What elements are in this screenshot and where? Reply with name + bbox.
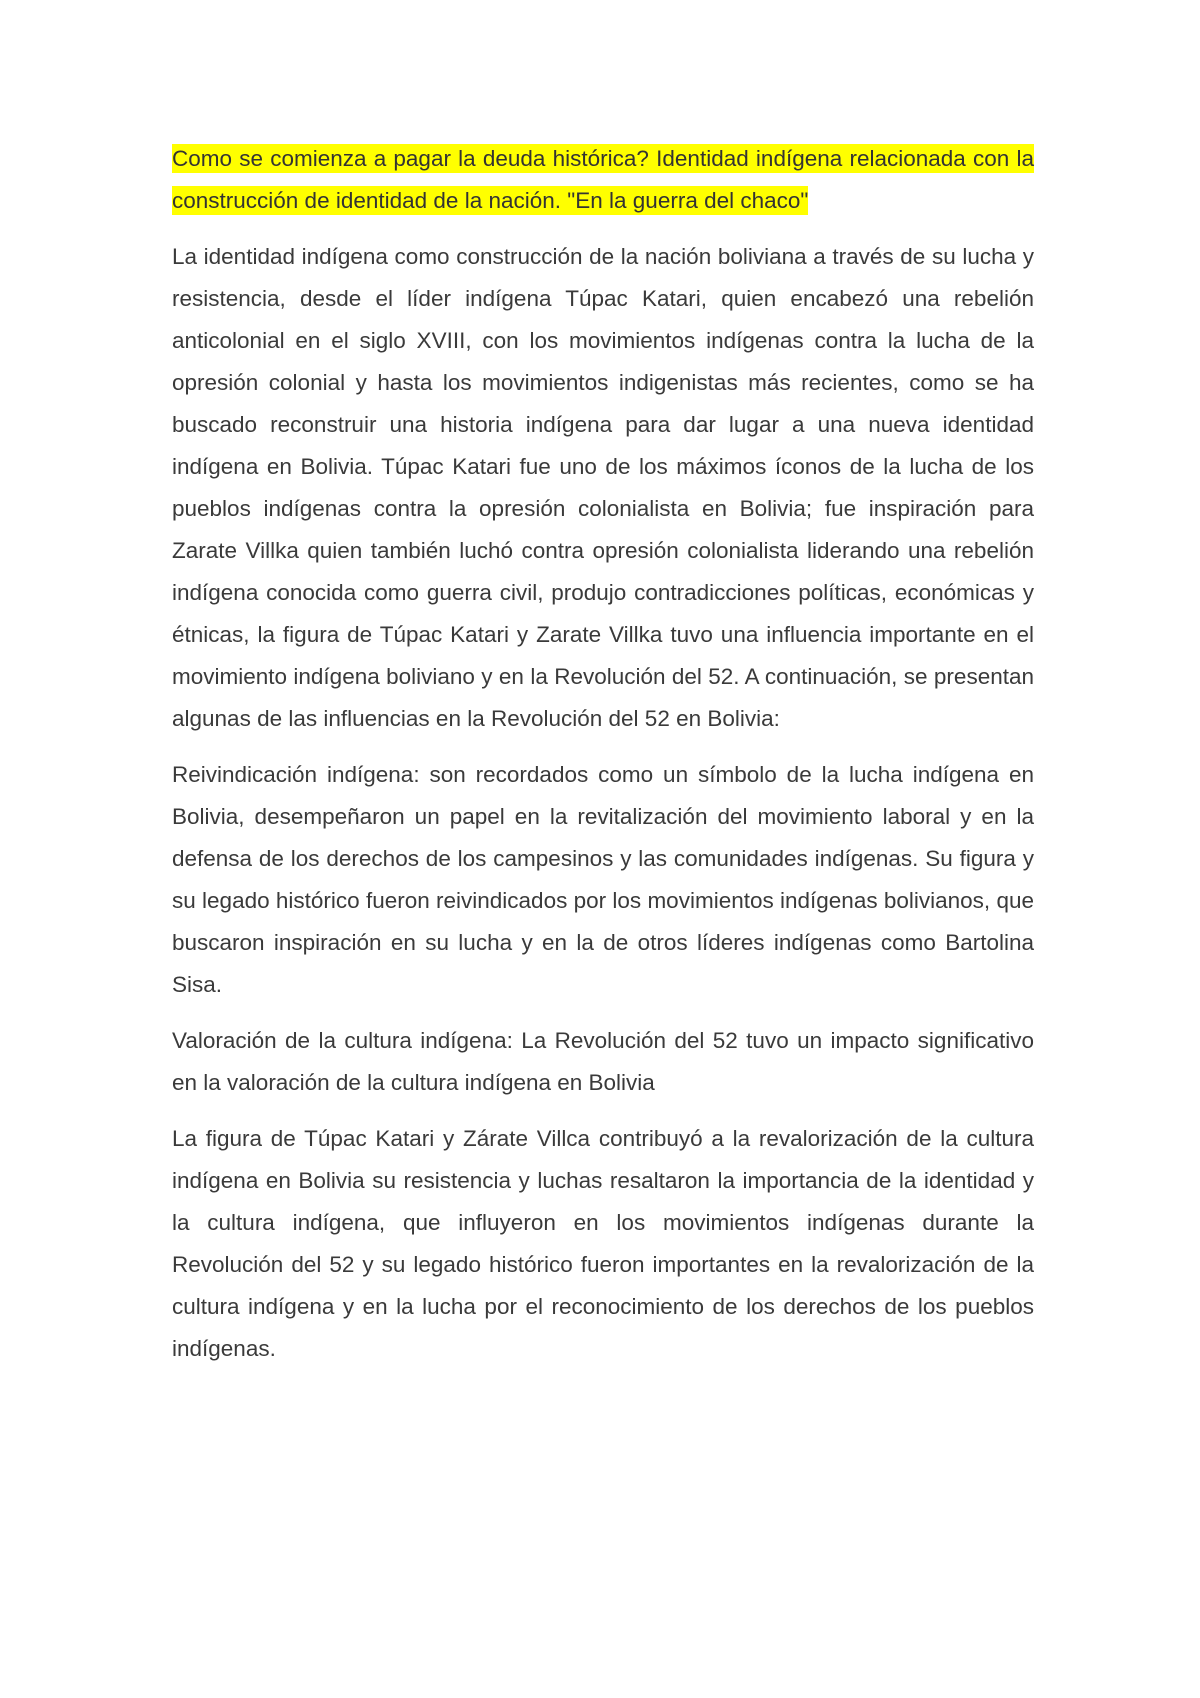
- paragraph-reivindicacion: Reivindicación indígena: son recordados como un símbolo de la lucha indígena en Bolivia, desempeñaron un papel en la revitalización del movimiento laboral y en la defensa de los derechos de los campesinos y las comunidades indígenas. Su figura y su legado histórico fueron reivindicados por los movimientos indígenas bolivianos, que buscaron inspiración en su lucha y en la de otros líderes indígenas como Bartolina Sisa.: [172, 762, 1034, 997]
- paragraph-identity: La identidad indígena como construcción de la nación boliviana a través de su lucha y resistencia, desde el líder indígena Túpac Katari, quien encabezó una rebelión anticolonial en el siglo XVIII, con los movimientos indígenas contra la lucha de la opresión colonial y hasta los movimientos indigenistas más recientes, como se ha buscado reconstruir una historia indígena para dar lugar a una nueva identidad indígena en Bolivia. Túpac Katari fue uno de los máximos íconos de la lucha de los pueblos indígenas contra la opresión colonialista en Bolivia; fue inspiración para Zarate Villka quien también luchó contra opresión colonialista liderando una rebelión indígena conocida como guerra civil, produjo contradicciones políticas, económicas y étnicas, la figura de Túpac Katari y Zarate Villka tuvo una influencia importante en el movimiento indígena boliviano y en la Revolución del 52. A continuación, se presentan algunas de las influencias en la Revolución del 52 en Bolivia:: [172, 244, 1034, 731]
- document-body: [172, 138, 1034, 1384]
- paragraph-valoracion: Valoración de la cultura indígena: La Revolución del 52 tuvo un impacto significativo en la valoración de la cultura indígena en Bolivia: [172, 1028, 1034, 1095]
- highlighted-question: [172, 138, 1034, 222]
- highlighted-question-text: Como se comienza a pagar la deuda histórica? Identidad indígena relacionada con la construcción de identidad de la nación. "En la guerra del chaco": [172, 146, 1034, 213]
- paragraph-revalorizacion: La figura de Túpac Katari y Zárate Villca contribuyó a la revalorización de la cultura indígena en Bolivia su resistencia y luchas resaltaron la importancia de la identidad y la cultura indígena, que influyeron en los movimientos indígenas durante la Revolución del 52 y su legado histórico fueron importantes en la revalorización de la cultura indígena y en la lucha por el reconocimiento de los derechos de los pueblos indígenas.: [172, 1126, 1034, 1361]
